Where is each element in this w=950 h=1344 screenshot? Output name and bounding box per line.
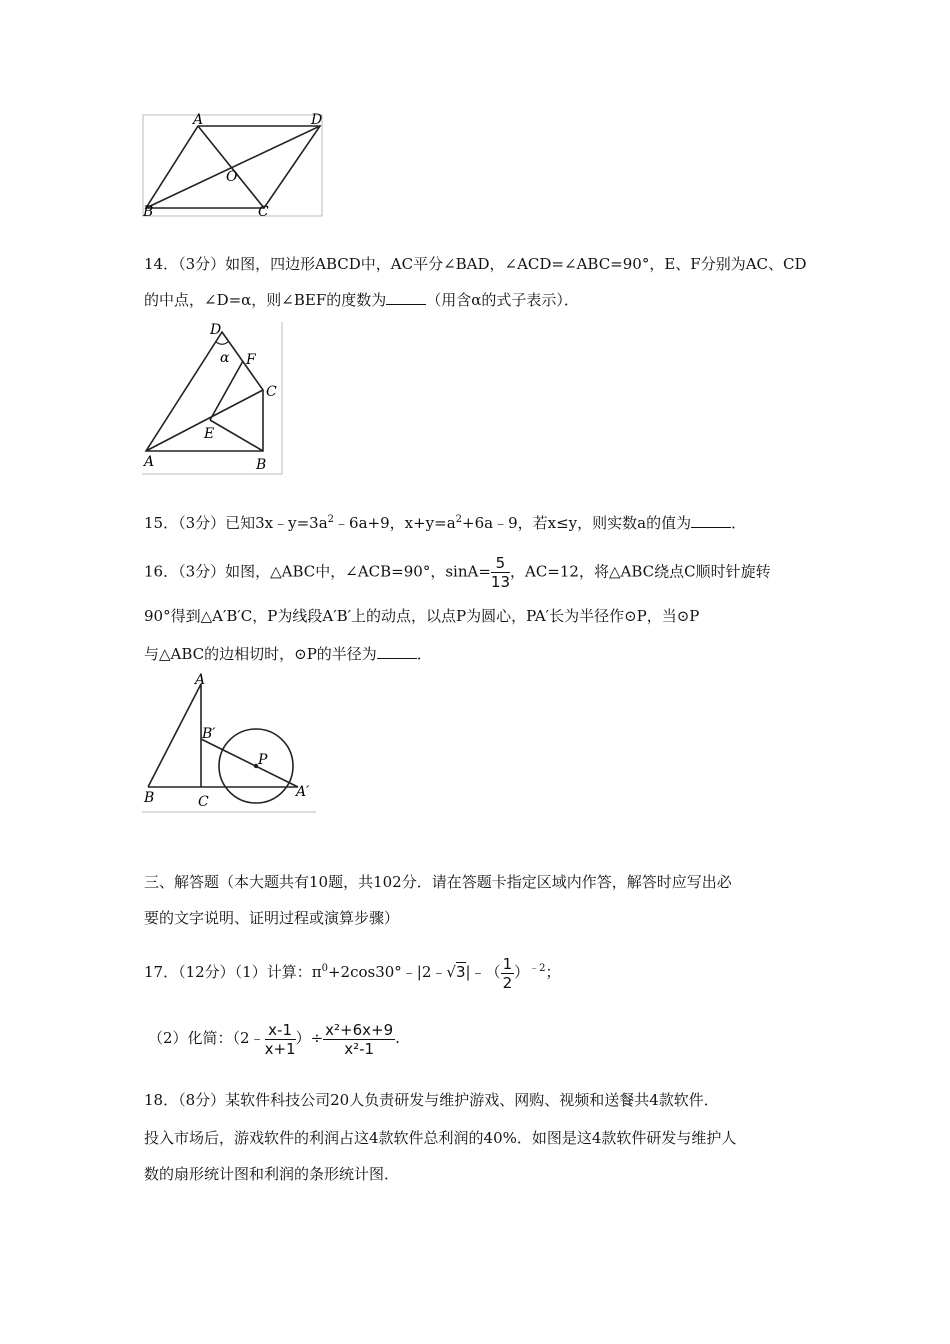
q17-half-den: 2 [502,973,513,992]
q17-sqrt-value: 3 [455,963,466,981]
label-B: B [144,790,155,806]
figure-quadrilateral [140,320,286,476]
q16-answer-blank[interactable] [377,644,417,659]
q14-line1: 14．（3分）如图，四边形ABCD中，AC平分∠BAD，∠ACD=∠ABC=90°，E、F分别为AC、CD [144,255,807,273]
label-C: C [258,204,269,220]
label-B: B [256,457,267,473]
q17-p2-text-a: （2）化简：（2﹣ [148,1029,265,1047]
label-E: E [204,426,215,442]
q17-text-b: +2cos30°﹣|2﹣ [327,963,447,981]
label-C: C [266,384,277,400]
label-C: C [198,794,209,810]
q17-fraction-1 [265,1021,296,1058]
q15-text-c: +6a﹣9，若x≤y，则实数a的值为 [462,514,692,532]
q16-frac-den: 13 [490,573,510,591]
q15-text-a: 15．（3分）已知3x﹣y=3a [144,514,328,532]
q16-line2: 90°得到△A′B′C，P为线段A′B′上的动点，以点P为圆心，PA′长为半径作⊙P，当⊙P [144,607,700,625]
q15-text-d: ． [731,514,747,532]
label-alpha: α [220,350,230,366]
q17-half-num: 1 [502,954,513,973]
q18-line2: 投入市场后，游戏软件的利润占这4款软件总利润的40%．如图是这4款软件研发与维护人 [144,1129,737,1147]
section3-heading-line2: 要的文字说明、证明过程或演算步骤） [144,909,400,927]
q15-answer-blank[interactable] [691,513,731,528]
q15-text-b: ﹣6a+9，x+y=a [334,514,456,532]
q17-part2 [148,1014,400,1062]
label-F: F [246,352,256,368]
q17-part1 [144,954,561,992]
label-B-prime: B′ [202,726,216,742]
figure-parallelogram [140,112,326,220]
q16-line3 [144,642,432,666]
q14-answer-blank[interactable] [386,290,426,305]
label-A-prime: A′ [296,784,310,800]
q14-line2-end: （用含α的式子表示）． [426,291,579,309]
q14-line2-text: 的中点，∠D=α，则∠BEF的度数为 [144,291,387,309]
q18-line3: 数的扇形统计图和利润的条形统计图． [144,1165,400,1183]
q17-frac1-den: x+1 [264,1039,296,1058]
label-D: D [311,112,323,128]
q15-exp1: 2 [327,514,335,525]
sqrt-symbol: √ [446,963,456,981]
label-O: O [226,169,238,185]
label-A: A [144,454,155,470]
q16-line3-text: 与△ABC的边相切时，⊙P的半径为 [144,645,377,663]
label-B: B [143,204,154,220]
q17-p2-text-b: ）÷ [295,1029,324,1047]
q16-line3-end: ． [416,645,432,663]
q16-text-b: ，AC=12，将△ABC绕点C顺时针旋转 [510,562,771,581]
q17-text-a: 17．（12分）（1）计算：π [144,963,322,981]
q17-frac2-num: x²+6x+9 [325,1020,394,1039]
q15-line [144,508,746,535]
q18-line1: 18．（8分）某软件科技公司20人负责研发与维护游戏、网购、视频和送餐共4款软件． [144,1091,719,1109]
section3-heading-line1: 三、解答题（本大题共有10题，共102分．请在答题卡指定区域内作答，解答时应写出必 [144,873,732,891]
q17-exp0: 0 [321,963,328,974]
q17-half-fraction [501,955,515,992]
q15-exp2: 2 [455,514,463,525]
q16-fraction [491,554,510,591]
q17-text-e: ； [545,963,561,981]
label-A: A [195,672,206,688]
q16-frac-num: 5 [491,554,510,573]
q17-fraction-2 [323,1021,395,1058]
label-A: A [193,112,204,128]
q17-frac2-den: x²-1 [344,1039,375,1058]
q17-exp-neg2: ﹣2 [529,963,546,974]
q16-text-a: 16．（3分）如图，△ABC中，∠ACB=90°，sinA= [144,562,491,581]
q17-frac1-num: x-1 [265,1021,296,1040]
q16-line1 [144,554,771,591]
q17-text-c: |﹣（ [465,963,501,981]
q14-line2 [144,288,579,312]
q17-p2-text-c: . [395,1029,400,1047]
label-P: P [258,752,268,768]
q17-text-d: ） [514,963,530,981]
label-D: D [210,322,222,338]
figure-rotated-triangle [140,672,320,814]
